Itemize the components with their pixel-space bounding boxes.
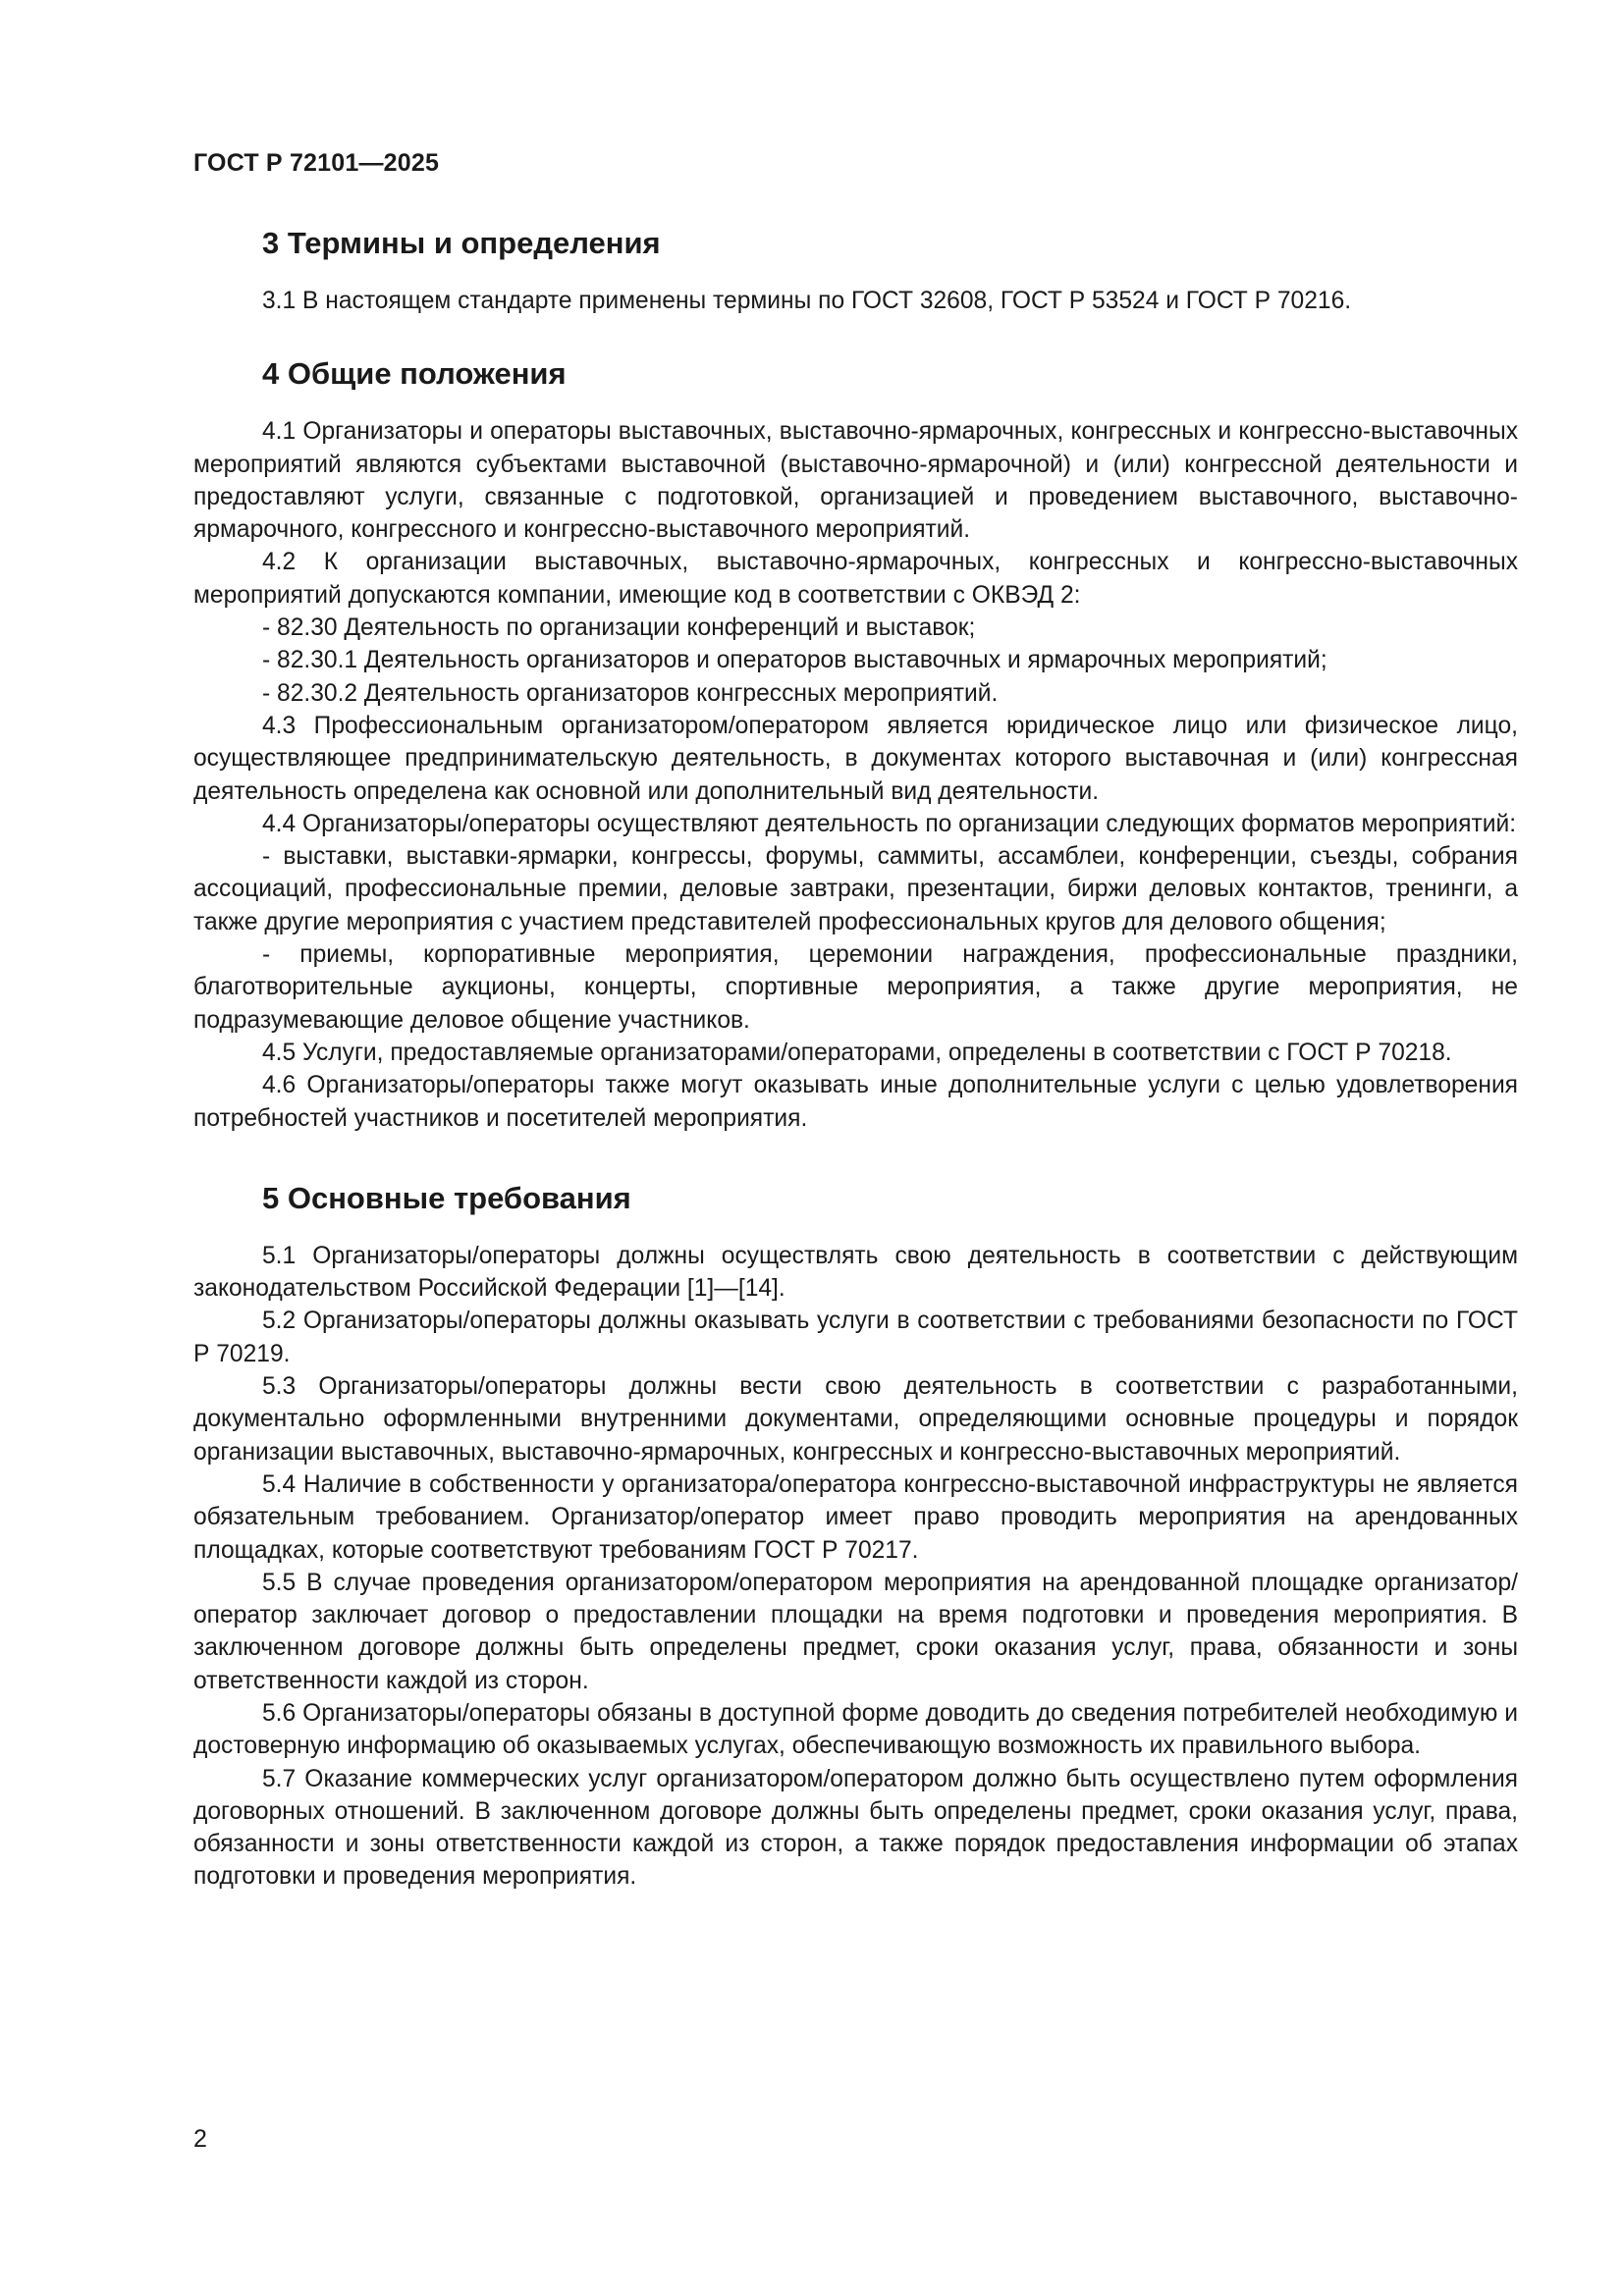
event-format-item: - выставки, выставки-ярмарки, конгрессы, форумы, саммиты, ассамблеи, конференции, съезды, собрания ассоциаций, профессиональные премии, деловые завтраки, презентации, биржи деловых контактов, тренинги, а также другие мероприятия с участием представителей профессиональных кругов для делового общения; (193, 843, 1518, 935)
clause-5-6: 5.6 Организаторы/операторы обязаны в доступной форме доводить до сведения потребителей необходимую и достоверную информацию об оказываемых услугах, обеспечивающую возможность их правильного выбора. (193, 1699, 1518, 1760)
clause-3-1: 3.1 В настоящем стандарте применены термины по ГОСТ 32608, ГОСТ Р 53524 и ГОСТ Р 70216. (262, 288, 1352, 314)
clause-4-1: 4.1 Организаторы и операторы выставочных, выставочно-ярмарочных, конгрессных и конгрессно-выставочных мероприятий являются субъектами выставочной (выставочно-ярмарочной) и (или) конгрессной деятельности и предоставляют услуги, связанные с подготовкой, организацией и проведением выставочного, выставочно-ярмарочного, конгрессного и конгрессно-выставочного мероприятий. (193, 418, 1518, 544)
clause-4-5: 4.5 Услуги, предоставляемые организаторами/операторами, определены в соответствии с ГОСТ Р 70218. (262, 1039, 1452, 1066)
okved-item: - 82.30.1 Деятельность организаторов и операторов выставочных и ярмарочных мероприятий; (262, 647, 1327, 674)
okved-item: - 82.30.2 Деятельность организаторов конгрессных мероприятий. (262, 679, 999, 707)
clause-5-7: 5.7 Оказание коммерческих услуг организатором/оператором должно быть осуществлено путем оформления договорных отношений. В заключенном договоре должны быть определены предмет, сроки оказания услуг, права, обязанности и зоны ответственности каждой из сторон, а также порядок предоставления информации об этапах подготовки и проведения мероприятия. (193, 1765, 1518, 1891)
page-number: 2 (193, 2125, 207, 2153)
event-format-item: - приемы, корпоративные мероприятия, церемонии награждения, профессиональные праздники, благотворительные аукционы, концерты, спортивные мероприятия, а также другие мероприятия, не подразумевающие деловое общение участников. (193, 941, 1518, 1034)
section-3-title: 3 Термины и определения (262, 226, 661, 260)
section-5-title: 5 Основные требования (262, 1180, 631, 1215)
clause-4-2: 4.2 К организации выставочных, выставочно-ярмарочных, конгрессных и конгрессно-выставочных мероприятий допускаются компании, имеющие код в соответствии с ОКВЭД 2: (193, 549, 1518, 609)
clause-5-3: 5.3 Организаторы/операторы должны вести свою деятельность в соответствии с разработанными, документально оформленными внутренними документами, определяющими основные процедуры и порядок организации выставочных, выставочно-ярмарочных, конгрессных и конгрессно-выставочных мероприятий. (193, 1373, 1518, 1466)
section-4-body (193, 415, 1518, 1135)
clause-5-1: 5.1 Организаторы/операторы должны осуществлять свою деятельность в соответствии с действующим законодательством Российской Федерации [1]—[14]. (193, 1242, 1518, 1303)
okved-item: - 82.30 Деятельность по организации конференций и выставок; (262, 614, 976, 642)
section-4-title: 4 Общие положения (262, 356, 567, 392)
document-code: ГОСТ Р 72101—2025 (193, 149, 440, 177)
clause-4-6: 4.6 Организаторы/операторы также могут оказывать иные дополнительные услуги с целью удовлетворения потребностей участников и посетителей мероприятия. (193, 1072, 1518, 1132)
section-3 (193, 224, 1518, 317)
section-5 (193, 1179, 1518, 1894)
section-4 (193, 354, 1518, 1135)
document-body (193, 224, 1518, 1894)
section-5-body (193, 1240, 1518, 1894)
clause-4-3: 4.3 Профессиональным организатором/оператором является юридическое лицо или физическое лицо, осуществляющее предпринимательскую деятельность, в документах которого выставочная и (или) конгрессная деятельность определена как основной или дополнительный вид деятельности. (193, 712, 1518, 805)
section-3-body (193, 285, 1518, 317)
clause-4-4: 4.4 Организаторы/операторы осуществляют деятельность по организации следующих форматов мероприятий: (262, 810, 1517, 837)
clause-5-5: 5.5 В случае проведения организатором/оператором мероприятия на арендованной площадке организатор/оператор заключает договор о предоставлении площадки на время подготовки и проведения мероприятия. В заключенном договоре должны быть определены предмет, сроки оказания услуг, права, обязанности и зоны ответственности каждой из сторон. (193, 1569, 1518, 1694)
clause-5-2: 5.2 Организаторы/операторы должны оказывать услуги в соответствии с требованиями безопасности по ГОСТ Р 70219. (193, 1308, 1518, 1367)
clause-5-4: 5.4 Наличие в собственности у организатора/оператора конгрессно-выставочной инфраструктуры не является обязательным требованием. Организатор/оператор имеет право проводить мероприятия на арендованных площадках, которые соответствуют требованиям ГОСТ Р 70217. (193, 1470, 1518, 1564)
